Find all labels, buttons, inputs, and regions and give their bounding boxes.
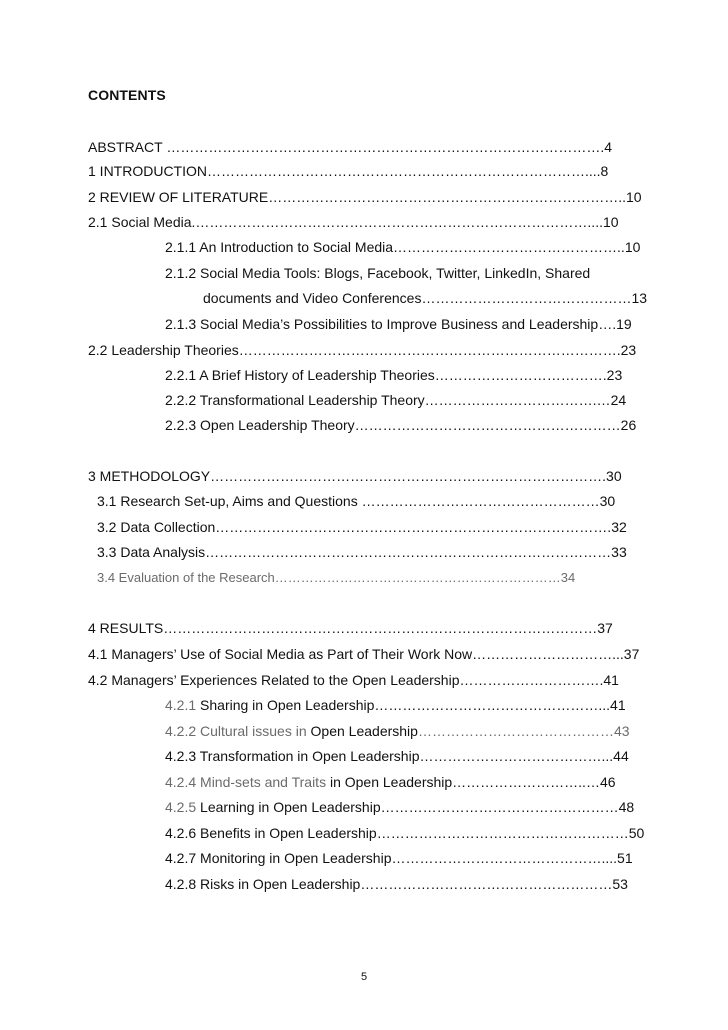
toc-entry-2-1-3: 2.1.3 Social Media’s Possibilities to Improve Business and Leadership….19 — [165, 316, 632, 332]
toc-entry-results: 4 RESULTS…………………………………………………………………………………37 — [88, 620, 613, 636]
toc-entry-abstract: ABSTRACT ………………………………………………………………………………….4 — [88, 139, 612, 155]
toc-entry-2-1-1: 2.1.1 An Introduction to Social Media…………………………………………..10 — [165, 239, 641, 255]
toc-entry-leadership-theories: 2.2 Leadership Theories……………………………………………………………………….23 — [88, 342, 637, 358]
toc-entry-4-2-5: 4.2.5 Learning in Open Leadership……………………………………………48 — [165, 799, 635, 815]
toc-entry-4-2-7: 4.2.7 Monitoring in Open Leadership………………………………………....51 — [165, 850, 633, 866]
contents-heading: CONTENTS — [88, 87, 166, 103]
toc-entry-3-1: 3.1 Research Set-up, Aims and Questions ……………………………………………30 — [97, 493, 616, 509]
toc-entry-2-2-1: 2.2.1 A Brief History of Leadership Theories……………………………….23 — [165, 367, 623, 383]
toc-entry-3-3: 3.3 Data Analysis……………………………………………………………………………33 — [97, 544, 627, 560]
toc-entry-4-2-2: 4.2.2 Cultural issues in Open Leadership……………………………………43 — [165, 723, 630, 739]
toc-entry-2-1-2-continued: documents and Video Conferences………………………………………13 — [203, 290, 648, 306]
toc-entry-4-2-4: 4.2.4 Mind-sets and Traits in Open Leadership………………………..…46 — [165, 774, 616, 790]
toc-entry-3-2: 3.2 Data Collection………………………………………………………………………….32 — [97, 519, 627, 535]
toc-entry-methodology: 3 METHODOLOGY………………………………………………………………………….30 — [88, 468, 622, 484]
toc-entry-4-2-6: 4.2.6 Benefits in Open Leadership………………………………………………50 — [165, 825, 645, 841]
toc-entry-4-1: 4.1 Managers’ Use of Social Media as Part of Their Work Now…………………………...37 — [88, 646, 640, 662]
toc-entry-4-2-1: 4.2.1 Sharing in Open Leadership…………………………………………...41 — [165, 697, 626, 713]
toc-entry-introduction: 1 INTRODUCTION………………………………………………………………………....8 — [88, 163, 609, 179]
toc-entry-4-2-3: 4.2.3 Transformation in Open Leadership…………………………………...44 — [165, 748, 629, 764]
toc-entry-2-1-2: 2.1.2 Social Media Tools: Blogs, Facebook, Twitter, LinkedIn, Shared — [165, 265, 591, 281]
toc-entry-4-2-8: 4.2.8 Risks in Open Leadership………………………………………………53 — [165, 876, 628, 892]
toc-entry-3-4: 3.4 Evaluation of the Research…………………………………………………………34 — [97, 570, 576, 585]
toc-entry-2-2-3: 2.2.3 Open Leadership Theory…………………………………………………26 — [165, 417, 637, 433]
toc-entry-2-2-2: 2.2.2 Transformational Leadership Theory……………………………….…24 — [165, 392, 627, 408]
toc-entry-review-of-literature: 2 REVIEW OF LITERATURE…………………………………………………………………..10 — [88, 189, 642, 205]
page-number: 5 — [360, 971, 368, 983]
toc-entry-social-media: 2.1 Social Media.…………………………………………………………………………....10 — [88, 214, 619, 230]
toc-entry-4-2: 4.2 Managers’ Experiences Related to the Open Leadership………………………….41 — [88, 672, 619, 688]
